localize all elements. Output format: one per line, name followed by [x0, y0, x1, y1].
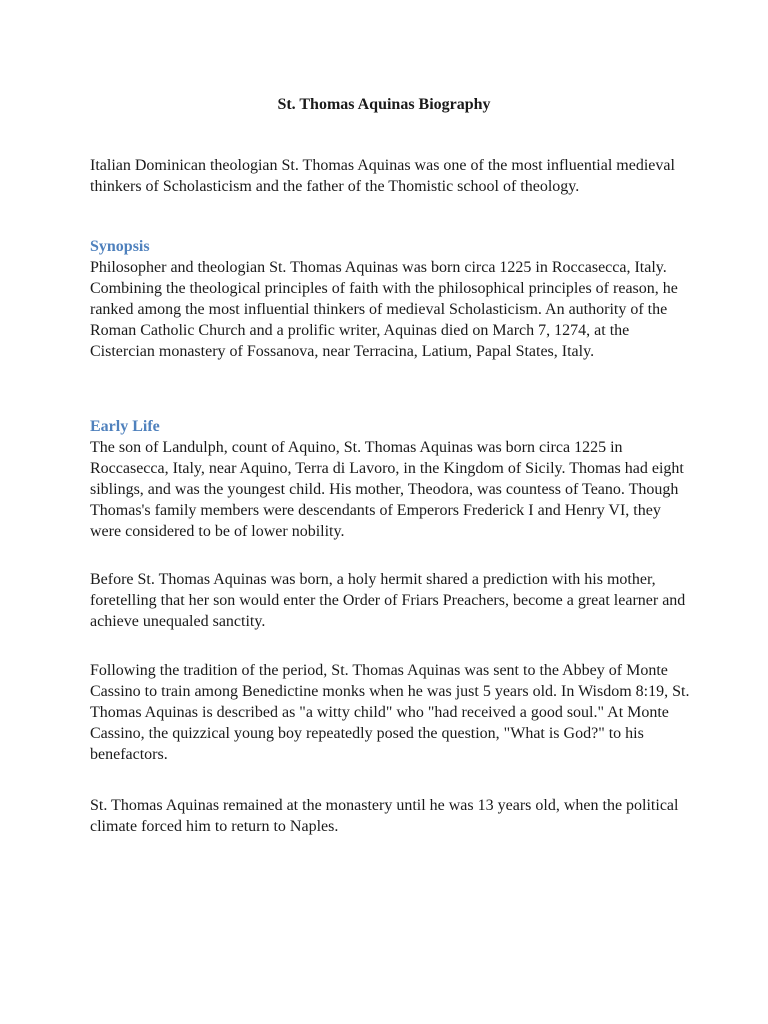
- early-life-paragraph-1: The son of Landulph, count of Aquino, St. Thomas Aquinas was born circa 1225 in Roccasecca, Italy, near Aquino, Terra di Lavoro, in the Kingdom of Sicily. Thomas had eight siblings, and was the youngest child. His mother, Theodora, was countess of Teano. Though Thomas's family members were descendants of Emperors Frederick I and Henry VI, they were considered to be of lower nobility.: [90, 439, 684, 540]
- early-life-heading: Early Life: [90, 418, 160, 435]
- synopsis-heading: Synopsis: [90, 238, 150, 255]
- synopsis-paragraph: Philosopher and theologian St. Thomas Aquinas was born circa 1225 in Roccasecca, Italy. Combining the theological principles of faith with the philosophical principles of reason, he ranked among the most influential thinkers of medieval Scholasticism. An authority of the Roman Catholic Church and a prolific writer, Aquinas died on March 7, 1274, at the Cistercian monastery of Fossanova, near Terracina, Latium, Papal States, Italy.: [90, 259, 678, 360]
- document-title: St. Thomas Aquinas Biography: [277, 96, 491, 113]
- intro-paragraph: Italian Dominican theologian St. Thomas Aquinas was one of the most influential medieval thinkers of Scholasticism and the father of the Thomistic school of theology.: [90, 157, 675, 195]
- early-life-paragraph-3: Following the tradition of the period, St. Thomas Aquinas was sent to the Abbey of Monte Cassino to train among Benedictine monks when he was just 5 years old. In Wisdom 8:19, St. Thomas Aquinas is described as "a witty child" who "had received a good soul." At Monte Cassino, the quizzical young boy repeatedly posed the question, "What is God?" to his benefactors.: [90, 662, 690, 763]
- early-life-paragraph-4: St. Thomas Aquinas remained at the monastery until he was 13 years old, when the political climate forced him to return to Naples.: [90, 797, 679, 835]
- early-life-paragraph-2: Before St. Thomas Aquinas was born, a holy hermit shared a prediction with his mother, foretelling that her son would enter the Order of Friars Preachers, become a great learner and achieve unequaled sanctity.: [90, 571, 686, 630]
